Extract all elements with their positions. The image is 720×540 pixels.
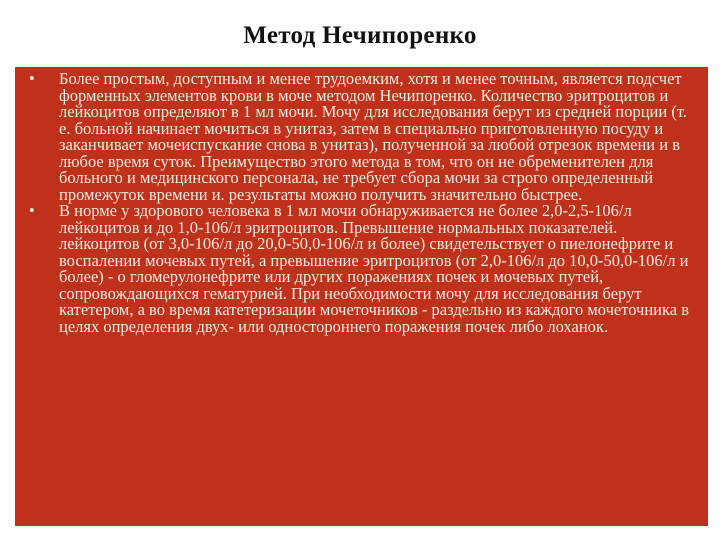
bullet-text-2: В норме у здорового человека в 1 мл мочи обнаруживается не более 2,0-2,5-106/л лейкоцитов и до 1,0-106/л эритроцитов. Превышение нормальных показателей. лейкоцитов (от 3,0-106/л до 20,0-50,0-106/л и более) свидетельствует о пиелонефрите и воспалении мочевых путей, а превышение эритроцитов (от 2,0-106/л до 10,0-50,0-106/л и более) - о гломерулонефрите или других поражениях почек и мочевых путей, сопровождающихся гематурией. При необходимости мочу для исследования берут катетером, а во время катетеризации мочеточников - раздельно из каждого мочеточника в целях определения двух- или одностороннего поражения почек либо лоханок. — [59, 201, 690, 336]
bullet-marker: • — [29, 201, 35, 220]
slide-title: Метод Нечипоренко — [243, 22, 477, 49]
bullet-marker: • — [29, 69, 35, 88]
bullet-item-2 — [29, 203, 692, 335]
content-panel — [15, 67, 708, 526]
bullet-item-1 — [29, 71, 692, 203]
bullet-text-1: Более простым, доступным и менее трудоемким, хотя и менее точным, является подсчет форменных элементов крови в моче методом Нечипоренко. Количество эритроцитов и лейкоцитов определяют в 1 мл мочи. Мочу для исследования берут из средней порции (т. е. больной начинает мочиться в унитаз, затем в специально приготовленную посуду и заканчивает мочеиспускание снова в унитаз), полученной за любой отрезок времени и в любое время суток. Преимущество этого метода в том, что он не обременителен для больного и медицинского персонала, не требует сбора мочи за строго определенный промежуток времени и. результаты можно получить значительно быстрее. — [59, 69, 687, 204]
bullet-list — [29, 71, 692, 335]
